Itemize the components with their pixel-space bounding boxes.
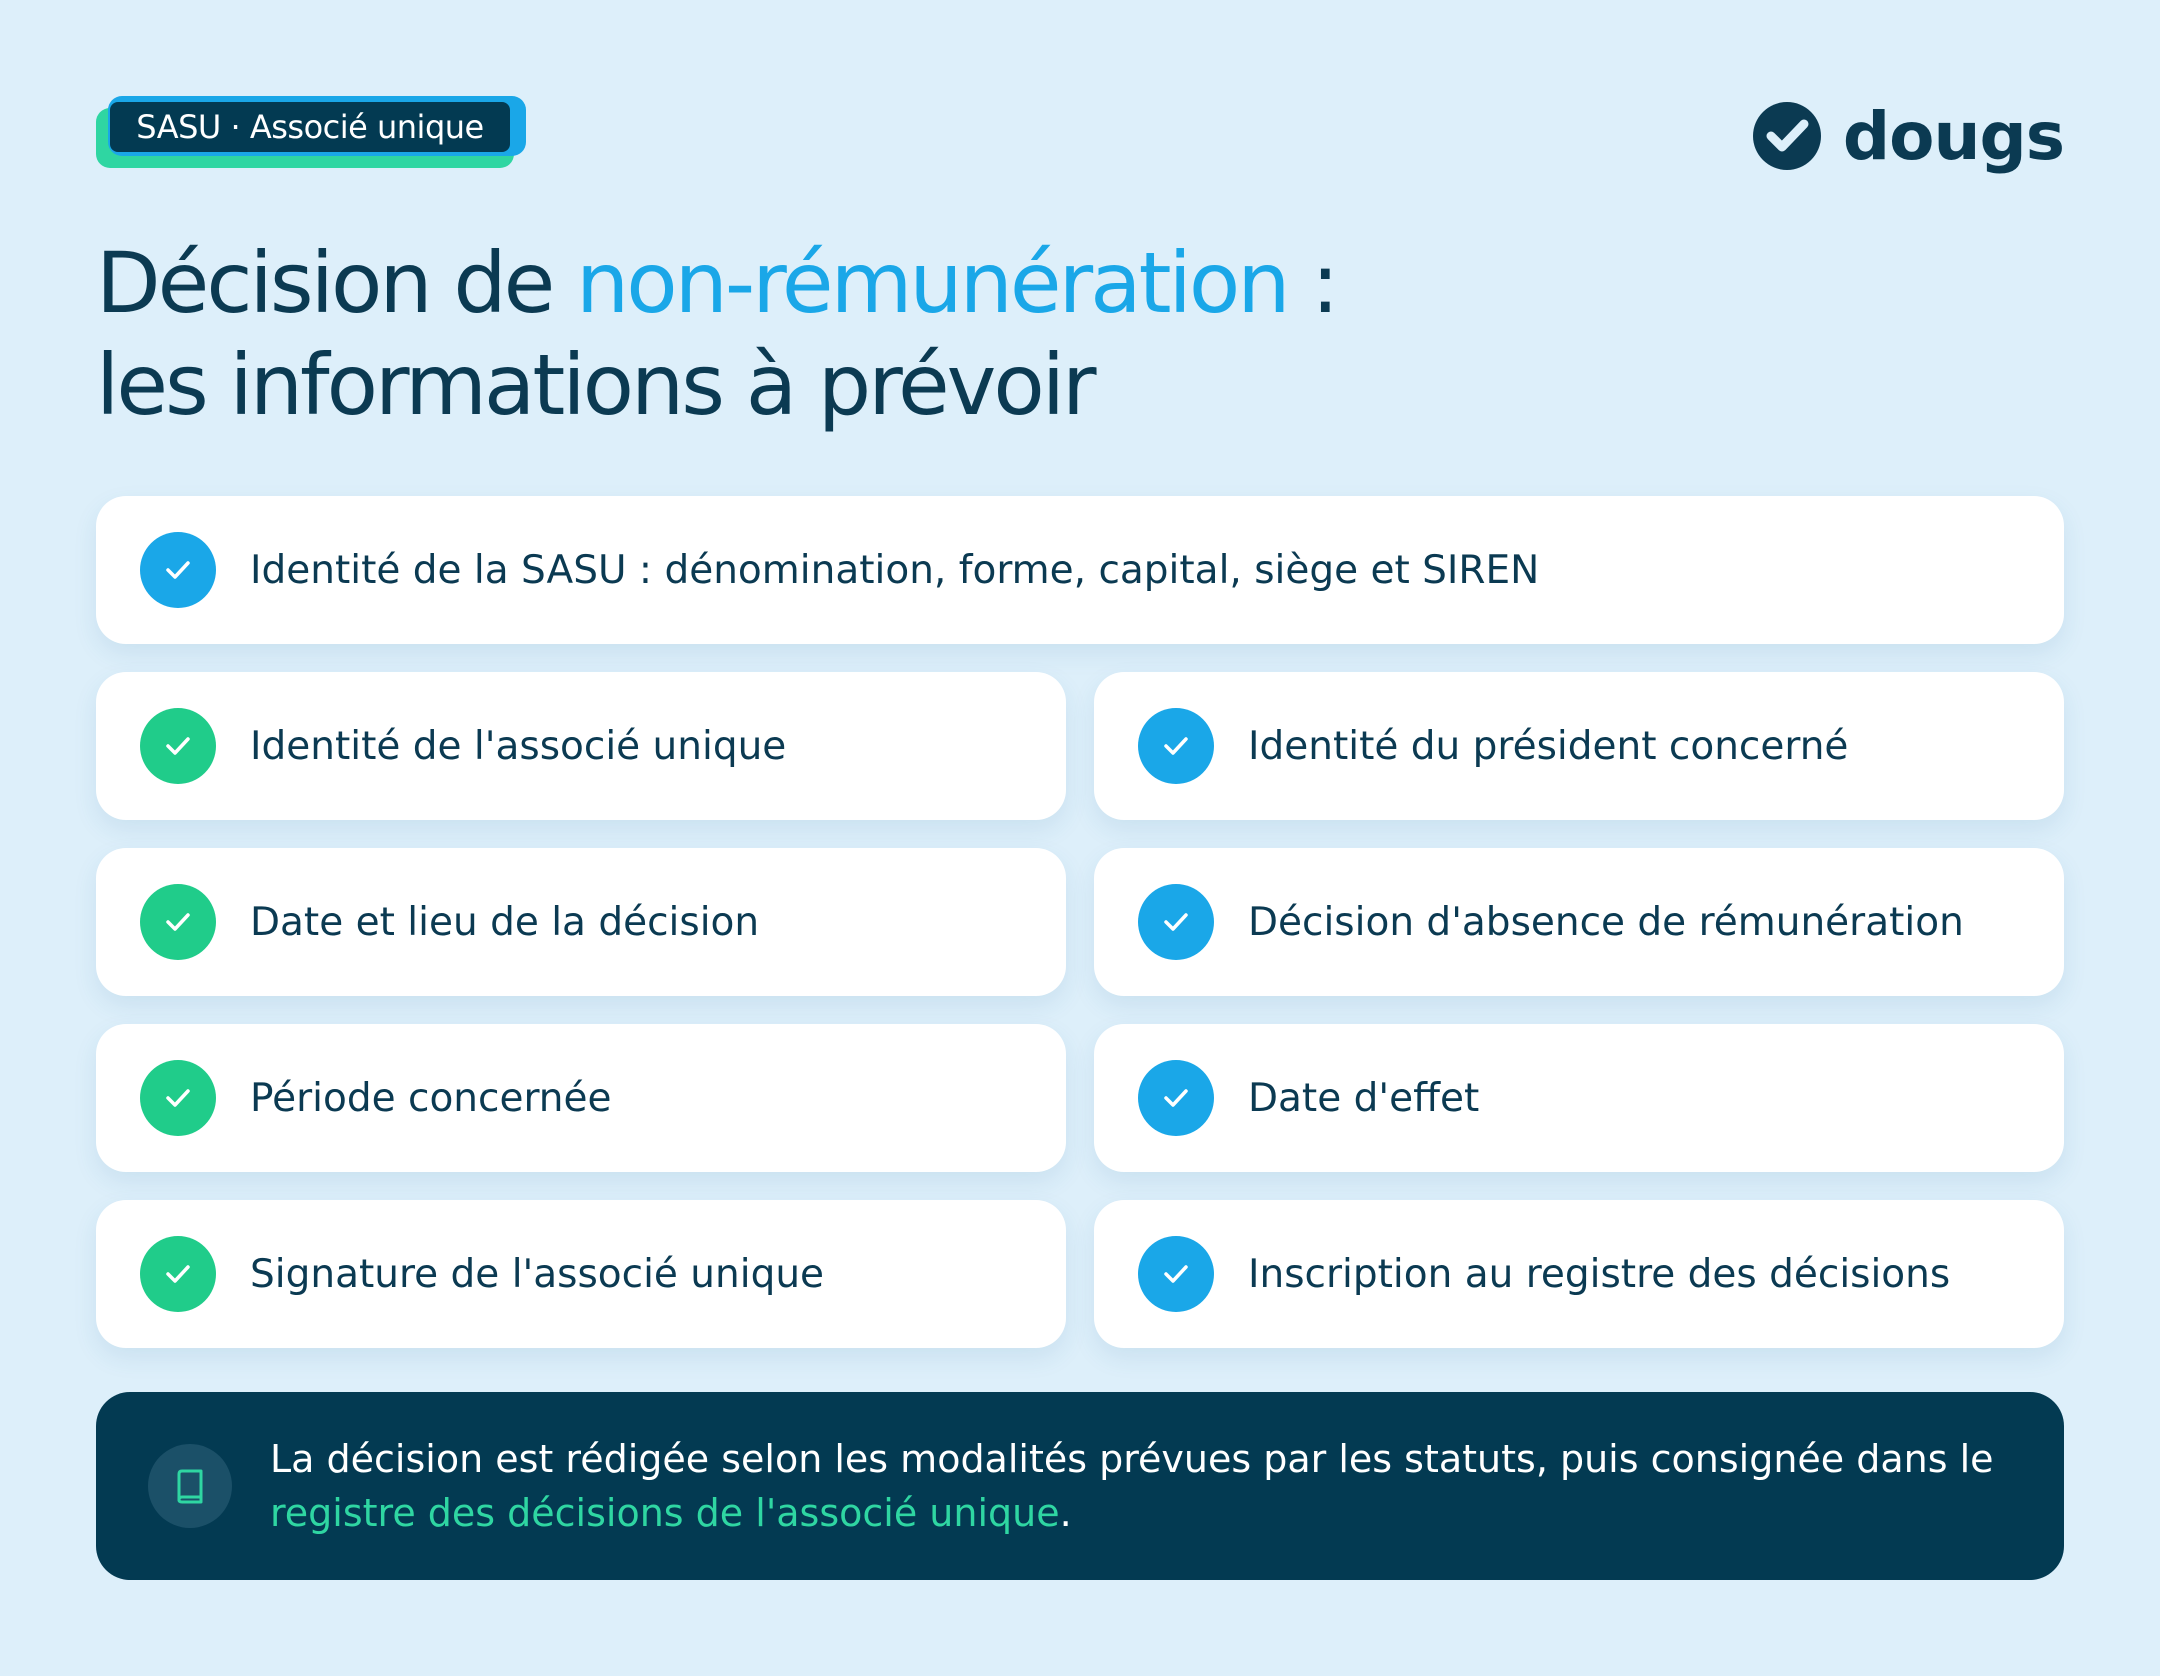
check-icon — [140, 532, 216, 608]
check-icon — [1138, 1236, 1214, 1312]
note-text — [270, 1432, 1994, 1540]
checklist-item-label: Inscription au registre des décisions — [1248, 1251, 1951, 1297]
note-highlight: registre des décisions de l'associé unique — [270, 1491, 1060, 1535]
check-icon — [1138, 1060, 1214, 1136]
badge-label: SASU · Associé unique — [110, 102, 510, 152]
checklist-item — [1094, 672, 2064, 820]
checklist-item-label: Période concernée — [250, 1075, 612, 1121]
check-circle-icon — [1751, 100, 1823, 172]
title-part1: Décision de — [96, 234, 577, 332]
checklist-item-label: Signature de l'associé unique — [250, 1251, 825, 1297]
category-badge — [96, 96, 526, 170]
checklist-item — [96, 1200, 1066, 1348]
check-icon — [140, 884, 216, 960]
note-end: . — [1059, 1491, 1072, 1535]
title-line2: les informations à prévoir — [96, 336, 1094, 434]
checklist-item — [1094, 1200, 2064, 1348]
checklist-item-label: Décision d'absence de rémunération — [1248, 899, 1964, 945]
title-part2: : — [1287, 234, 1337, 332]
checklist-item — [96, 1024, 1066, 1172]
checklist-item — [1094, 848, 2064, 996]
checklist-item — [1094, 1024, 2064, 1172]
check-icon — [140, 708, 216, 784]
checklist-item-label: Identité de l'associé unique — [250, 723, 787, 769]
checklist-item — [96, 672, 1066, 820]
checklist-item-label: Date d'effet — [1248, 1075, 1480, 1121]
info-note — [96, 1392, 2064, 1580]
check-icon — [140, 1236, 216, 1312]
title-accent: non-rémunération — [576, 234, 1288, 332]
page-title — [96, 232, 1337, 436]
note-body: La décision est rédigée selon les modalités prévues par les statuts, puis consignée dans le — [270, 1437, 1994, 1481]
logo-text: dougs — [1842, 97, 2064, 175]
book-icon — [148, 1444, 232, 1528]
checklist-item — [96, 848, 1066, 996]
check-icon — [1138, 708, 1214, 784]
brand-logo — [1751, 96, 2064, 176]
checklist-item-label: Identité du président concerné — [1248, 723, 1849, 769]
check-icon — [140, 1060, 216, 1136]
checklist-item-label: Date et lieu de la décision — [250, 899, 760, 945]
check-icon — [1138, 884, 1214, 960]
checklist-item-label: Identité de la SASU : dénomination, forme, capital, siège et SIREN — [250, 547, 1540, 593]
checklist-item — [96, 496, 2064, 644]
